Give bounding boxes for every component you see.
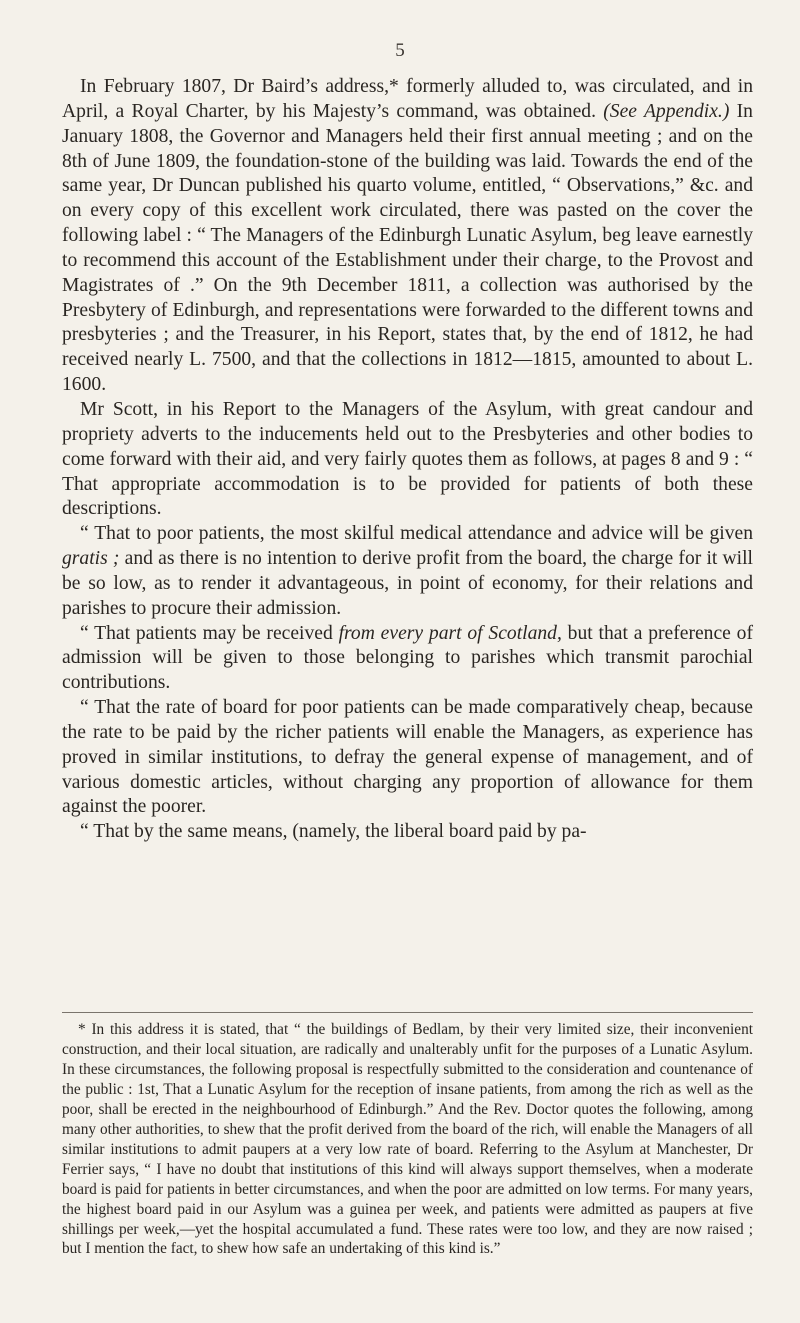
paragraph-4	[62, 622, 753, 697]
paragraph-3-text-b: and as there is no intention to derive profit from the board, the charge for it will be so low, as to render it advantageous, in point of economy, for their relations and parishes to procure their admission.	[62, 548, 754, 619]
page-number: 5	[395, 40, 405, 61]
paragraph-5: “ That the rate of board for poor patients can be made comparatively cheap, because the rate to be paid by the richer patients will enable the Managers, as experience has proved in similar institutions, to defray the general expense of management, and of various domestic articles, without charging any proportion of allowance for them against the poorer.	[62, 697, 753, 818]
paragraph-1-text-a: In February 1807, Dr Baird’s address,* formerly alluded to, was circulated, and in April, a Royal Charter, by his Majesty’s command, was obtained.	[62, 76, 753, 122]
gratis-emphasis: gratis ;	[62, 548, 120, 570]
paragraph-1-text-b: In January 1808, the Governor and Managers held their first annual meeting ; and on the 8th of June 1809, the foundation-stone of the building was laid. Towards the end of the same year, Dr Duncan published his quarto volume, entitled, “ Observations,” &c. and on every copy of this excellent work circulated, there was pasted on the cover the following label : “ The Managers of the Edinburgh Lunatic Asylum, beg leave earnestly to recommend this account of the Establishment under their charge, to the Provost and Magistrates of .” On the 9th December 1811, a collection was authorised by the Presbytery of Edinburgh, and representations were forwarded to the different towns and presbyteries ; and the Treasurer, in his Report, states that, by the end of 1812, he had received nearly L. 7500, and that the collections in 1812—1815, amounted to about L. 1600.	[62, 100, 753, 396]
paragraph-4-text-a: “ That patients may be received	[80, 622, 339, 644]
footnote-divider	[62, 1012, 753, 1013]
paragraph-6: “ That by the same means, (namely, the liberal board paid by pa-	[80, 821, 587, 843]
paragraph-3	[62, 522, 753, 621]
paragraph-1	[62, 75, 753, 398]
paragraph-3-text-a: “ That to poor patients, the most skilful medical attendance and advice will be given	[80, 523, 753, 545]
paragraph-4-text-b: but that a preference of admission will be given to those belonging to parishes which transmit parochial contributions.	[62, 622, 753, 694]
footnote-text: * In this address it is stated, that “ the buildings of Bedlam, by their very limited size, their inconvenient construction, and their local situation, are radically and unalterably unfit for the purposes of a Lunatic Asylum. In these circumstances, the following proposal is respectfully submitted to the consideration and countenance of the public : 1st, That a Lunatic Asylum for the reception of insane patients, from among the rich as well as the poor, shall be erected in the neighbourhood of Edinburgh.” And the Rev. Doctor quotes the following, among many other authorities, to shew that the profit derived from the board of the rich, will enable the Managers of all similar institutions to admit paupers at a very low rate of board. Referring to the Asylum at Manchester, Dr Ferrier says, “ I have no doubt that institutions of this kind will always support themselves, when a moderate board is paid for patients in better circumstances, and when the poor are admitted on low terms. For many years, the highest board paid in our Asylum was a guinea per week, and patients were admitted as paupers at five shillings per week,—yet the hospital accumulated a fund. These rates were too low, and they are now raised ; but I mention the fact, to shew how safe an undertaking of this kind is.”	[62, 1021, 753, 1258]
main-text	[62, 75, 753, 845]
footnote	[62, 1020, 753, 1259]
paragraph-2: Mr Scott, in his Report to the Managers of the Asylum, with great candour and propriety adverts to the inducements held out to the Presbyteries and other bodies to come forward with their aid, and very fairly quotes them as follows, at pages 8 and 9 : “ That appropriate accommodation is to be provided for patients of both these descriptions.	[62, 398, 753, 520]
appendix-reference: (See Appendix.)	[603, 100, 730, 122]
scotland-emphasis: from every part of Scotland,	[338, 622, 562, 644]
